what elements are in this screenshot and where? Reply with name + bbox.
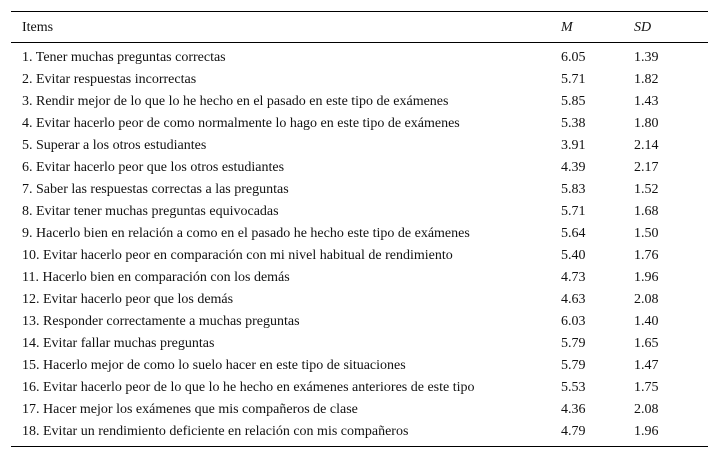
mean-value: 5.53 [561,380,586,395]
sd-value: 1.65 [634,336,659,351]
item-text: 13. Responder correctamente a muchas preguntas [22,314,300,329]
item-text: 2. Evitar respuestas incorrectas [22,72,197,87]
sd-value: 2.17 [634,160,659,175]
table-row [11,355,708,377]
item-text: 7. Saber las respuestas correctas a las preguntas [22,182,289,197]
item-text: 5. Superar a los otros estudiantes [22,138,207,153]
mean-value: 5.71 [561,204,586,219]
mean-value: 5.38 [561,116,586,131]
items-statistics-table [11,11,708,447]
item-text: 8. Evitar tener muchas preguntas equivocadas [22,204,279,219]
table-row [11,135,708,157]
sd-value: 1.80 [634,116,659,131]
mean-value: 5.85 [561,94,586,109]
mean-value: 4.36 [561,402,586,417]
sd-value: 1.40 [634,314,659,329]
mean-value: 5.83 [561,182,586,197]
item-text: 12. Evitar hacerlo peor que los demás [22,292,234,307]
mean-value: 6.03 [561,314,586,329]
sd-value: 2.08 [634,292,659,307]
sd-value: 1.96 [634,421,708,447]
item-text: 15. Hacerlo mejor de como lo suelo hacer en este tipo de situaciones [22,358,406,373]
table-row [11,43,708,70]
mean-value: 4.63 [561,292,586,307]
table-row [11,245,708,267]
mean-value: 6.05 [561,50,586,65]
sd-value: 1.75 [634,380,659,395]
table-row [11,267,708,289]
item-text: 14. Evitar fallar muchas preguntas [22,336,215,351]
sd-value: 1.47 [634,358,659,373]
table-row [11,289,708,311]
sd-value: 1.39 [634,50,659,65]
table-row [11,399,708,421]
table-row [11,223,708,245]
sd-value: 1.82 [634,72,659,87]
table-row [11,69,708,91]
item-text: 16. Evitar hacerlo peor de lo que lo he hecho en exámenes anteriores de este tipo [22,380,475,395]
sd-value: 1.43 [634,94,659,109]
header-sd: SD [634,12,708,43]
item-text: 6. Evitar hacerlo peor que los otros estudiantes [22,160,285,175]
sd-value: 1.96 [634,270,659,285]
header-row [11,12,708,43]
mean-value: 5.79 [561,358,586,373]
table-row [11,377,708,399]
mean-value: 5.40 [561,248,586,263]
mean-value: 4.73 [561,270,586,285]
item-text: 1. Tener muchas preguntas correctas [22,50,226,65]
mean-value: 4.39 [561,160,586,175]
table-row [11,113,708,135]
sd-value: 2.14 [634,138,659,153]
mean-value: 4.79 [561,421,634,447]
table-row [11,421,708,447]
table-body [11,43,708,447]
item-text: 18. Evitar un rendimiento deficiente en relación con mis compañeros [11,421,561,447]
item-text: 9. Hacerlo bien en relación a como en el pasado he hecho este tipo de exámenes [22,226,470,241]
mean-value: 5.71 [561,72,586,87]
sd-value: 1.68 [634,204,659,219]
header-items: Items [11,12,561,43]
mean-value: 3.91 [561,138,586,153]
sd-value: 1.50 [634,226,659,241]
header-mean: M [561,12,634,43]
table-header [11,12,708,43]
item-text: 10. Evitar hacerlo peor en comparación con mi nivel habitual de rendimiento [22,248,453,263]
sd-value: 2.08 [634,402,659,417]
mean-value: 5.64 [561,226,586,241]
sd-value: 1.52 [634,182,659,197]
table-row [11,333,708,355]
table-row [11,179,708,201]
table-row [11,157,708,179]
statistics-table-container [11,11,708,447]
item-text: 3. Rendir mejor de lo que lo he hecho en el pasado en este tipo de exámenes [22,94,449,109]
sd-value: 1.76 [634,248,659,263]
table-row [11,91,708,113]
table-row [11,201,708,223]
table-row [11,311,708,333]
item-text: 4. Evitar hacerlo peor de como normalmente lo hago en este tipo de exámenes [22,116,460,131]
item-text: 17. Hacer mejor los exámenes que mis compañeros de clase [22,402,358,417]
item-text: 11. Hacerlo bien en comparación con los demás [22,270,290,285]
mean-value: 5.79 [561,336,586,351]
